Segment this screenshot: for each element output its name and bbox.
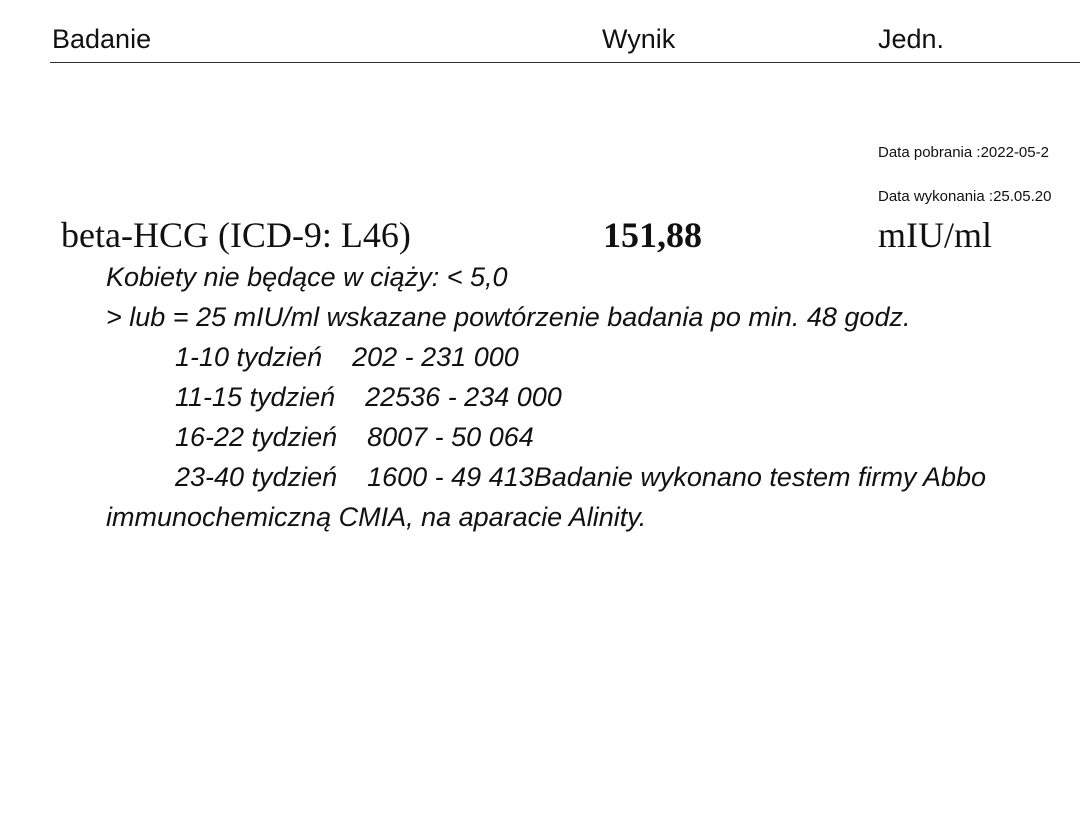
column-header-unit: Jedn.	[878, 24, 945, 54]
reference-note: immunochemiczną CMIA, na aparacie Alinity.	[106, 502, 647, 532]
reference-note: Kobiety nie będące w ciąży: < 5,0	[106, 262, 508, 292]
header-divider	[50, 62, 1080, 63]
collection-date: Data pobrania :2022-05-2	[878, 144, 1049, 161]
reference-note: > lub = 25 mIU/ml wskazane powtórzenie badania po min. 48 godz.	[106, 302, 911, 332]
reference-range-row: 1-10 tydzień 202 - 231 000	[175, 342, 519, 372]
performed-date: Data wykonania :25.05.20	[878, 188, 1052, 205]
column-header-test: Badanie	[52, 24, 152, 54]
test-result-value: 151,88	[603, 215, 702, 255]
column-header-result: Wynik	[602, 24, 676, 54]
test-name: beta-HCG (ICD-9: L46)	[61, 215, 411, 255]
reference-range-row: 23-40 tydzień 1600 - 49 413Badanie wykonano testem firmy Abbo	[175, 462, 986, 492]
reference-range-row: 16-22 tydzień 8007 - 50 064	[175, 422, 534, 452]
reference-range-row: 11-15 tydzień 22536 - 234 000	[175, 382, 562, 412]
test-result-unit: mIU/ml	[878, 215, 992, 255]
